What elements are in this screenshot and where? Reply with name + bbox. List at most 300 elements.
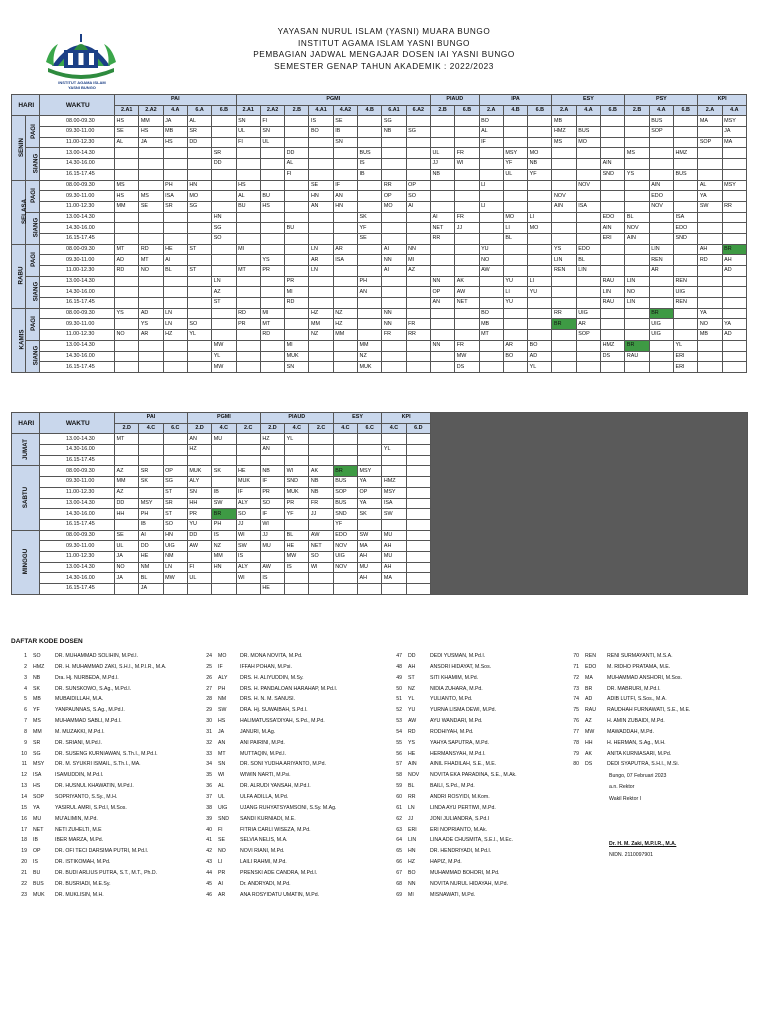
entry-name: MU'ALIMIN, M.Pd. bbox=[55, 815, 98, 822]
lecturer-cell: HN bbox=[212, 212, 236, 223]
lecturer-cell: AH bbox=[358, 551, 382, 562]
entry-name: H. AMIN ZUBAIDI, M.Pd. bbox=[607, 718, 665, 725]
lecturer-cell: AZ bbox=[115, 487, 139, 498]
day-label-text: SENIN bbox=[17, 137, 25, 157]
lecturer-cell bbox=[406, 169, 430, 180]
lecturer-cell: AR bbox=[333, 244, 357, 255]
entry-code: SE bbox=[218, 837, 225, 844]
lecturer-code-entry bbox=[11, 749, 166, 760]
session-label bbox=[26, 244, 40, 276]
lecturer-cell bbox=[333, 276, 357, 287]
lecturer-cell: RR bbox=[552, 308, 576, 319]
lecturer-code-entry bbox=[196, 781, 337, 792]
lecturer-cell: AW bbox=[309, 530, 333, 541]
lecturer-cell: SW bbox=[212, 498, 236, 509]
lecturer-cell bbox=[406, 362, 430, 373]
lecturer-cell bbox=[722, 223, 746, 234]
lecturer-cell bbox=[455, 116, 479, 127]
class-header: 6.B bbox=[528, 105, 552, 116]
lecturer-cell: MO bbox=[528, 148, 552, 159]
lecturer-cell: YU bbox=[479, 244, 503, 255]
class-header: 2.A bbox=[552, 105, 576, 116]
entry-number: 58 bbox=[396, 772, 402, 779]
lecturer-cell bbox=[187, 287, 211, 298]
schedule-row bbox=[12, 287, 747, 298]
session-label bbox=[26, 308, 40, 340]
schedule-row bbox=[12, 223, 747, 234]
class-header: 2.D bbox=[187, 423, 211, 434]
entry-code: YU bbox=[408, 707, 416, 714]
lecturer-cell bbox=[212, 266, 236, 277]
lecturer-cell bbox=[455, 191, 479, 202]
lecturer-code-entry bbox=[386, 846, 517, 857]
lecturer-cell bbox=[698, 287, 722, 298]
lecturer-cell bbox=[528, 233, 552, 244]
lecturer-cell bbox=[139, 287, 163, 298]
lecturer-cell: YF bbox=[285, 509, 309, 520]
class-header: 4.B bbox=[358, 105, 382, 116]
entry-code: JA bbox=[218, 728, 225, 735]
time-slot: 16.15-17.45 bbox=[40, 362, 115, 373]
lecturer-cell bbox=[285, 180, 309, 191]
entry-number: 56 bbox=[396, 750, 402, 757]
lecturer-cell: LN bbox=[212, 276, 236, 287]
entry-name: UJANG RUHYATSYAMSONI, S.Sy. M.Ag. bbox=[240, 804, 337, 811]
lecturer-cell bbox=[479, 223, 503, 234]
lecturer-cell bbox=[115, 287, 139, 298]
lecturer-cell: AH bbox=[382, 562, 406, 573]
lecturer-cell bbox=[358, 180, 382, 191]
lecturer-code-entry bbox=[386, 770, 517, 781]
lecturer-cell bbox=[139, 233, 163, 244]
lecturer-cell: YF bbox=[503, 159, 527, 170]
entry-name: YANPAUNNAS, S.Ag., M.Pd.I. bbox=[55, 707, 125, 714]
lecturer-cell bbox=[722, 148, 746, 159]
entry-number: 31 bbox=[206, 728, 212, 735]
lecturer-cell bbox=[406, 519, 430, 530]
entry-code: ST bbox=[408, 674, 415, 681]
lecturer-cell bbox=[333, 233, 357, 244]
lecturer-cell: UL bbox=[236, 127, 260, 138]
lecturer-code-entry bbox=[386, 673, 517, 684]
lecturer-cell: AIN bbox=[601, 159, 625, 170]
lecturer-cell: MM bbox=[333, 330, 357, 341]
program-header: PSY bbox=[625, 95, 698, 106]
lecturer-cell bbox=[722, 169, 746, 180]
lecturer-cell: AD bbox=[722, 330, 746, 341]
lecturer-cell bbox=[406, 498, 430, 509]
lecturer-cell: HN bbox=[163, 530, 187, 541]
schedule-row bbox=[12, 148, 747, 159]
lecturer-cell bbox=[479, 191, 503, 202]
lecturer-cell bbox=[430, 201, 454, 212]
entry-name: ANITA KURNIASARI, M.Pd. bbox=[607, 750, 672, 757]
lecturer-cell: YA bbox=[358, 498, 382, 509]
lecturer-cell bbox=[285, 584, 309, 595]
schedule-row bbox=[12, 244, 747, 255]
lecturer-cell: MSY bbox=[503, 148, 527, 159]
entry-name: DR. MUHAMMAD SOLIHIN, M.Pd.I. bbox=[55, 653, 139, 659]
lecturer-cell: BUS bbox=[674, 169, 698, 180]
lecturer-cell: HMZ bbox=[382, 477, 406, 488]
lecturer-cell bbox=[382, 287, 406, 298]
lecturer-cell bbox=[528, 201, 552, 212]
lecturer-cell bbox=[212, 255, 236, 266]
class-header: 6.C bbox=[163, 423, 187, 434]
lecturer-cell bbox=[698, 351, 722, 362]
lecturer-code-entry bbox=[11, 879, 166, 890]
entry-code: SO bbox=[33, 653, 41, 659]
entry-code: AZ bbox=[585, 718, 592, 725]
entry-code: UIG bbox=[218, 804, 228, 811]
lecturer-cell bbox=[503, 244, 527, 255]
lecturer-cell bbox=[139, 169, 163, 180]
lecturer-code-entry bbox=[11, 651, 166, 662]
class-header: 6.A2 bbox=[406, 105, 430, 116]
lecturer-cell: RD bbox=[260, 330, 284, 341]
lecturer-cell: IS bbox=[212, 530, 236, 541]
entry-code: HN bbox=[408, 848, 416, 855]
lecturer-cell: UL bbox=[503, 169, 527, 180]
lecturer-cell bbox=[309, 573, 333, 584]
lecturer-cell: AI bbox=[406, 201, 430, 212]
program-header: PIAUD bbox=[430, 95, 479, 106]
lecturer-cell bbox=[503, 255, 527, 266]
lecturer-cell bbox=[236, 434, 260, 445]
lecturer-cell: YS bbox=[139, 319, 163, 330]
lecturer-cell: SK bbox=[358, 212, 382, 223]
lecturer-cell: ERI bbox=[674, 362, 698, 373]
time-slot: 16.15-17.45 bbox=[40, 233, 115, 244]
lecturer-code-entry bbox=[11, 890, 166, 901]
entry-name: NIDIA ZUHARA, M.Pd. bbox=[430, 685, 483, 692]
lecturer-cell: IB bbox=[358, 169, 382, 180]
program-header: KPI bbox=[382, 413, 431, 424]
lecturer-cell bbox=[674, 191, 698, 202]
entry-number: 19 bbox=[21, 848, 27, 855]
entry-code: ALY bbox=[218, 674, 228, 681]
signature-an: a.n. Rektor bbox=[609, 784, 635, 790]
lecturer-cell: IF bbox=[479, 137, 503, 148]
hari-header: HARI bbox=[12, 95, 40, 116]
lecturer-cell: NN bbox=[382, 308, 406, 319]
program-header: ESY bbox=[333, 413, 382, 424]
entry-number: 12 bbox=[21, 772, 27, 779]
lecturer-cell: RD bbox=[139, 244, 163, 255]
lecturer-cell: BO bbox=[528, 340, 552, 351]
entry-name: PRENSKI ADE CANDRA, M.Pd.I. bbox=[240, 869, 318, 876]
lecturer-cell bbox=[601, 127, 625, 138]
day-label-text: MINGGU bbox=[22, 548, 29, 575]
lecturer-cell bbox=[722, 191, 746, 202]
lecturer-cell bbox=[212, 244, 236, 255]
lecturer-cell: MI bbox=[236, 244, 260, 255]
lecturer-cell: AK bbox=[309, 466, 333, 477]
lecturer-cell bbox=[625, 244, 649, 255]
time-slot: 14.30-16.00 bbox=[40, 223, 115, 234]
lecturer-cell bbox=[552, 159, 576, 170]
lecturer-cell bbox=[649, 169, 673, 180]
lecturer-cell bbox=[358, 127, 382, 138]
lecturer-cell bbox=[212, 477, 236, 488]
day-label bbox=[12, 466, 40, 530]
lecturer-cell bbox=[698, 159, 722, 170]
entry-code: MUK bbox=[33, 891, 45, 898]
lecturer-cell: RAU bbox=[625, 351, 649, 362]
lecturer-cell bbox=[187, 276, 211, 287]
lecturer-code-entry bbox=[11, 868, 166, 879]
lecturer-cell bbox=[260, 362, 284, 373]
entry-code: BO bbox=[408, 869, 416, 876]
lecturer-cell bbox=[528, 116, 552, 127]
lecturer-cell: WI bbox=[285, 466, 309, 477]
class-header: 2.B bbox=[625, 105, 649, 116]
session-label-text: PAGI bbox=[29, 124, 37, 139]
lecturer-cell bbox=[406, 541, 430, 552]
lecturer-cell: RD bbox=[285, 298, 309, 309]
lecturer-cell bbox=[333, 434, 357, 445]
lecturer-cell: LIN bbox=[601, 287, 625, 298]
lecturer-code-entry bbox=[11, 705, 166, 716]
lecturer-code-entry bbox=[563, 759, 690, 770]
lecturer-cell bbox=[358, 584, 382, 595]
lecturer-cell bbox=[139, 362, 163, 373]
entry-number: 69 bbox=[396, 891, 402, 898]
lecturer-cell bbox=[406, 445, 430, 456]
entry-name: HERMANSYAH, M.Pd.I. bbox=[430, 750, 486, 757]
lecturer-cell bbox=[406, 466, 430, 477]
lecturer-cell bbox=[625, 116, 649, 127]
lecturer-code-entry bbox=[386, 814, 517, 825]
lecturer-cell: YA bbox=[358, 477, 382, 488]
lecturer-cell: WI bbox=[455, 159, 479, 170]
class-header: 2.A bbox=[698, 105, 722, 116]
lecturer-code-entry bbox=[563, 651, 690, 662]
lecturer-cell bbox=[430, 362, 454, 373]
lecturer-cell bbox=[479, 212, 503, 223]
waktu-header: WAKTU bbox=[40, 95, 115, 116]
lecturer-code-entry bbox=[196, 684, 337, 695]
lecturer-code-entry bbox=[563, 694, 690, 705]
schedule-row bbox=[12, 266, 747, 277]
lecturer-cell: FI bbox=[187, 562, 211, 573]
schedule-row bbox=[12, 116, 747, 127]
lecturer-cell: AZ bbox=[212, 287, 236, 298]
lecturer-cell bbox=[333, 362, 357, 373]
lecturer-cell bbox=[187, 159, 211, 170]
time-slot: 14.30-16.00 bbox=[40, 159, 115, 170]
lecturer-cell bbox=[406, 351, 430, 362]
lecturer-cell: ST bbox=[187, 244, 211, 255]
lecturer-cell bbox=[139, 351, 163, 362]
program-header: PGMI bbox=[236, 95, 430, 106]
lecturer-cell: BU bbox=[285, 223, 309, 234]
entry-code: WI bbox=[218, 772, 225, 779]
entry-code: IS bbox=[33, 859, 38, 866]
lecturer-cell bbox=[285, 319, 309, 330]
lecturer-cell bbox=[698, 340, 722, 351]
entry-name: NOVITA EKA PARADINA, S.E., M.Ak. bbox=[430, 772, 517, 779]
session-label-text: SIANG bbox=[32, 153, 40, 174]
lecturer-cell: LN bbox=[163, 308, 187, 319]
lecturer-cell bbox=[115, 159, 139, 170]
lecturer-code-entry bbox=[11, 673, 166, 684]
lecturer-cell: LI bbox=[528, 212, 552, 223]
lecturer-cell bbox=[649, 148, 673, 159]
lecturer-cell: HE bbox=[285, 541, 309, 552]
lecturer-cell: LIN bbox=[649, 244, 673, 255]
lecturer-cell: HH bbox=[187, 498, 211, 509]
lecturer-cell bbox=[576, 340, 600, 351]
schedule-row bbox=[12, 276, 747, 287]
lecturer-cell bbox=[674, 266, 698, 277]
lecturer-cell: ISA bbox=[163, 191, 187, 202]
entry-name: YURNA LISMA DEWI, M.Pd. bbox=[430, 707, 497, 714]
lecturer-cell bbox=[309, 148, 333, 159]
lecturer-cell: MSY bbox=[139, 498, 163, 509]
entry-number: 11 bbox=[21, 761, 27, 768]
lecturer-cell: RAU bbox=[601, 276, 625, 287]
lecturer-code-entry bbox=[11, 846, 166, 857]
lecturer-cell bbox=[722, 212, 746, 223]
lecturer-cell: SG bbox=[406, 127, 430, 138]
lecturer-cell: EDO bbox=[674, 223, 698, 234]
program-header: PGMI bbox=[187, 413, 260, 424]
lecturer-code-entry bbox=[386, 662, 517, 673]
lecturer-cell: AI bbox=[430, 212, 454, 223]
entry-name: FITRIA CARLI WISEZA, M.Pd. bbox=[240, 826, 311, 833]
class-header: 4.B bbox=[503, 105, 527, 116]
lecturer-cell bbox=[479, 351, 503, 362]
lecturer-cell bbox=[528, 266, 552, 277]
lecturer-cell: MB bbox=[479, 319, 503, 330]
time-slot: 14.30-16.00 bbox=[40, 287, 115, 298]
entry-code: LI bbox=[218, 859, 223, 866]
entry-name: DRS. H. ALIYUDDIN, M.Sy. bbox=[240, 674, 304, 681]
entry-name: LINA ADE CHUSMITA, S.E.I., M.Ec. bbox=[430, 837, 513, 844]
lecturer-code-entry bbox=[196, 857, 337, 868]
lecturer-cell bbox=[285, 445, 309, 456]
lecturer-code-entry bbox=[386, 879, 517, 890]
entry-code: MM bbox=[33, 728, 42, 735]
lecturer-cell bbox=[406, 477, 430, 488]
entry-name: DR. MABRURI, M.Pd.I. bbox=[607, 685, 661, 692]
lecturer-cell bbox=[406, 340, 430, 351]
lecturer-cell: AIN bbox=[625, 233, 649, 244]
entry-code: AI bbox=[218, 880, 223, 887]
lecturer-cell bbox=[309, 276, 333, 287]
lecturer-cell bbox=[333, 148, 357, 159]
entry-number: 79 bbox=[573, 750, 579, 757]
institute-name: INSTITUT AGAMA ISLAM YASNI BUNGO bbox=[297, 38, 471, 48]
lecturer-code-column-2 bbox=[196, 651, 337, 900]
entry-number: 48 bbox=[396, 663, 402, 670]
lecturer-cell bbox=[528, 255, 552, 266]
lecturer-cell: IB bbox=[212, 487, 236, 498]
lecturer-cell: PH bbox=[139, 509, 163, 520]
lecturer-cell bbox=[358, 298, 382, 309]
entry-code: BU bbox=[33, 869, 41, 876]
lecturer-cell: JA bbox=[139, 584, 163, 595]
entry-number: 54 bbox=[396, 728, 402, 735]
lecturer-code-entry bbox=[386, 835, 517, 846]
lecturer-cell: LI bbox=[528, 276, 552, 287]
lecturer-cell: UIG bbox=[649, 319, 673, 330]
lecturer-cell: WI bbox=[260, 519, 284, 530]
time-slot: 14.30-16.00 bbox=[40, 351, 115, 362]
lecturer-cell: MB bbox=[163, 127, 187, 138]
lecturer-cell: YL bbox=[187, 330, 211, 341]
lecturer-cell: OP bbox=[406, 180, 430, 191]
lecturer-code-entry bbox=[196, 825, 337, 836]
lecturer-cell: LI bbox=[503, 287, 527, 298]
lecturer-cell bbox=[601, 116, 625, 127]
lecturer-cell bbox=[139, 434, 163, 445]
lecturer-cell: NB bbox=[260, 466, 284, 477]
lecturer-cell bbox=[576, 223, 600, 234]
lecturer-cell: DD bbox=[285, 148, 309, 159]
lecturer-cell: HMZ bbox=[601, 340, 625, 351]
lecturer-cell bbox=[358, 191, 382, 202]
lecturer-cell: YL bbox=[212, 351, 236, 362]
lecturer-cell: RR bbox=[430, 233, 454, 244]
lecturer-cell bbox=[430, 351, 454, 362]
lecturer-cell: HS bbox=[139, 127, 163, 138]
class-header: 2.C bbox=[309, 423, 333, 434]
lecturer-code-entry bbox=[196, 759, 337, 770]
lecturer-cell bbox=[358, 319, 382, 330]
entry-number: 21 bbox=[21, 869, 27, 876]
lecturer-cell: IS bbox=[236, 551, 260, 562]
lecturer-code-entry bbox=[563, 727, 690, 738]
lecturer-code-entry bbox=[196, 694, 337, 705]
entry-number: 1 bbox=[24, 653, 27, 659]
lecturer-cell bbox=[382, 223, 406, 234]
lecturer-cell bbox=[552, 169, 576, 180]
lecturer-cell bbox=[601, 148, 625, 159]
entry-name: HALIMATUSSA'DIYAH, S.Pd., M.Pd. bbox=[240, 718, 325, 725]
time-slot: 11.00-12.30 bbox=[40, 201, 115, 212]
lecturer-cell bbox=[406, 530, 430, 541]
lecturer-cell: YL bbox=[674, 340, 698, 351]
entry-name: DRS. H. N. M. SANUSI. bbox=[240, 696, 296, 703]
lecturer-cell: RD bbox=[236, 308, 260, 319]
lecturer-code-entry bbox=[196, 651, 337, 662]
lecturer-cell: NET bbox=[430, 223, 454, 234]
lecturer-cell bbox=[115, 445, 139, 456]
lecturer-code-entry bbox=[11, 684, 166, 695]
lecturer-cell bbox=[333, 298, 357, 309]
class-header: 6.B bbox=[212, 105, 236, 116]
lecturer-cell bbox=[430, 137, 454, 148]
time-slot: 11.00-12.30 bbox=[40, 330, 115, 341]
lecturer-cell: ST bbox=[163, 487, 187, 498]
time-slot: 09.30-11.00 bbox=[40, 255, 115, 266]
lecturer-cell: NB bbox=[309, 477, 333, 488]
lecturer-cell: DD bbox=[187, 137, 211, 148]
lecturer-cell: BUS bbox=[333, 498, 357, 509]
lecturer-cell bbox=[382, 137, 406, 148]
lecturer-cell: AL bbox=[187, 116, 211, 127]
logo-caption: INSTITUT AGAMA ISLAM YASNI BUNGO bbox=[58, 80, 106, 90]
lecturer-cell: AIN bbox=[552, 201, 576, 212]
lecturer-cell bbox=[625, 319, 649, 330]
time-slot: 08.00-09.30 bbox=[40, 116, 115, 127]
lecturer-code-entry bbox=[386, 749, 517, 760]
entry-code: YS bbox=[408, 739, 415, 746]
lecturer-code-entry bbox=[11, 857, 166, 868]
entry-code: BUS bbox=[33, 880, 44, 887]
